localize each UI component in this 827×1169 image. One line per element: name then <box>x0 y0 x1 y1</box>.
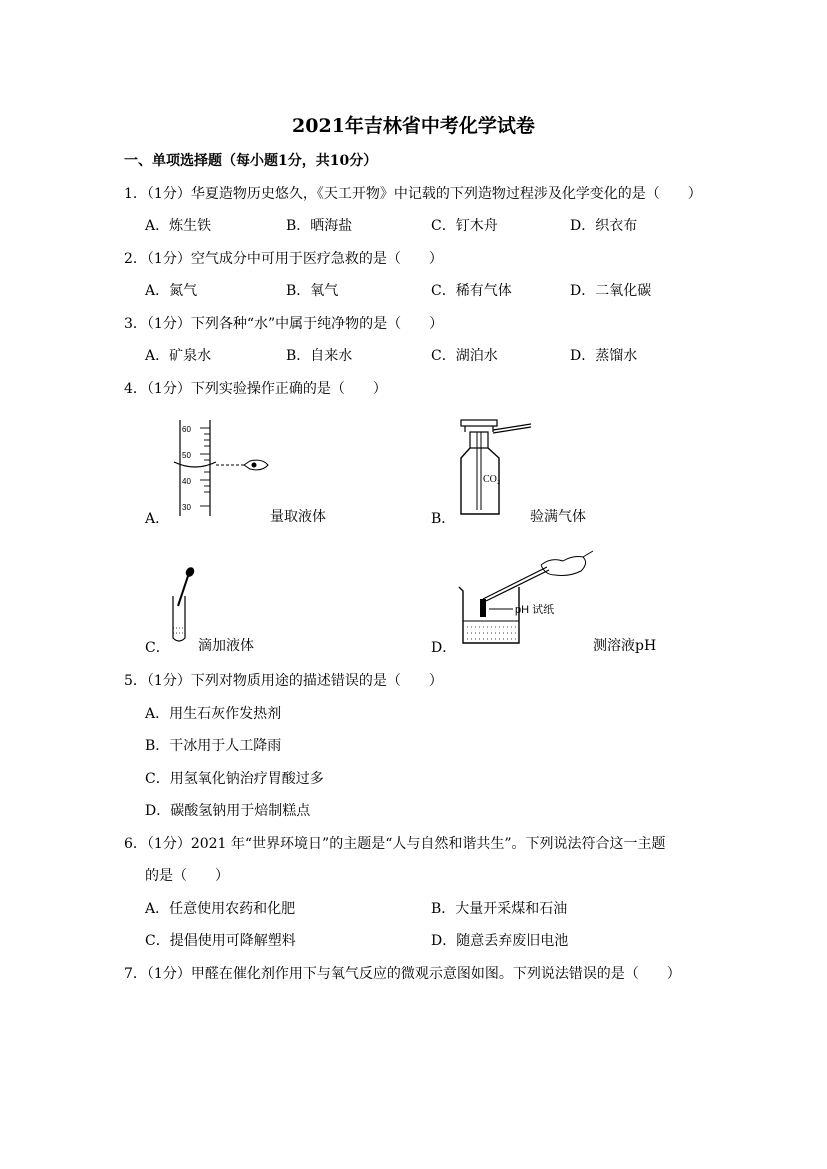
tick-label-50: 50 <box>182 451 191 460</box>
question-5-stem: 5．（1分）下列对物质用途的描述错误的是（ ） <box>124 673 443 689</box>
q4-option-b-caption: 验满气体 <box>530 509 586 525</box>
q6-option-b[interactable]: B．大量开采煤和石油 <box>431 901 568 917</box>
q4-option-a-letter[interactable]: A． <box>145 511 170 527</box>
q4-option-c-letter[interactable]: C． <box>145 640 170 656</box>
question-7-stem: 7．（1分）甲醛在催化剂作用下与氧气反应的微观示意图如图。下列说法错误的是（ ） <box>124 966 681 982</box>
q4-option-a-caption: 量取液体 <box>270 509 326 525</box>
tick-label-40: 40 <box>182 477 191 486</box>
q5-option-b[interactable]: B．干冰用于人工降雨 <box>145 738 282 754</box>
question-6-stem: 6．（1分）2021 年“世界环境日”的主题是“人与自然和谐共生”。下列说法符合这一主题 <box>124 836 666 852</box>
q4-option-d-caption: 测溶液pH <box>593 638 657 654</box>
q2-option-c[interactable]: C．稀有气体 <box>431 283 512 299</box>
question-6-stem-cont: 的是（ ） <box>145 868 229 884</box>
question-1-stem: 1．（1分）华夏造物历史悠久，《天工开物》中记载的下列造物过程涉及化学变化的是（ ） <box>124 186 702 202</box>
graduated-cylinder-figure <box>170 418 280 518</box>
question-3-stem: 3．（1分）下列各种“水”中属于纯净物的是（ ） <box>124 316 444 332</box>
co2-label: CO₂ <box>483 474 501 485</box>
ph-paper-label: pH 试纸 <box>515 604 555 616</box>
q5-option-d[interactable]: D．碳酸氢钠用于焙制糕点 <box>145 803 311 819</box>
question-4-stem: 4．（1分）下列实验操作正确的是（ ） <box>124 381 387 397</box>
q2-option-a[interactable]: A．氮气 <box>145 283 198 299</box>
q1-option-d[interactable]: D．织衣布 <box>570 218 638 234</box>
q1-option-a[interactable]: A．炼生铁 <box>145 218 212 234</box>
q3-option-c[interactable]: C．湖泊水 <box>431 348 498 364</box>
q6-option-d[interactable]: D．随意丢弃废旧电池 <box>431 933 569 949</box>
q2-option-b[interactable]: B．氧气 <box>286 283 339 299</box>
ph-beaker-figure <box>455 547 595 647</box>
tick-label-30: 30 <box>182 503 191 512</box>
q1-option-b[interactable]: B．晒海盐 <box>286 218 353 234</box>
q3-option-a[interactable]: A．矿泉水 <box>145 348 212 364</box>
q3-option-b[interactable]: B．自来水 <box>286 348 353 364</box>
q4-option-c-caption: 滴加液体 <box>198 638 254 654</box>
q5-option-a[interactable]: A．用生石灰作发热剂 <box>145 706 282 722</box>
q5-option-c[interactable]: C．用氢氧化钠治疗胃酸过多 <box>145 771 324 787</box>
test-tube-dropper-figure <box>166 566 196 646</box>
question-2-stem: 2．（1分）空气成分中可用于医疗急救的是（ ） <box>124 251 443 267</box>
page-title: 2021年吉林省中考化学试卷 <box>292 115 535 137</box>
q6-option-a[interactable]: A．任意使用农药和化肥 <box>145 901 296 917</box>
gas-bottle-figure <box>455 418 535 518</box>
tick-label-60: 60 <box>182 425 191 434</box>
q4-option-d-letter[interactable]: D． <box>431 640 457 656</box>
q2-option-d[interactable]: D．二氧化碳 <box>570 283 652 299</box>
q3-option-d[interactable]: D．蒸馏水 <box>570 348 638 364</box>
q4-option-b-letter[interactable]: B． <box>431 511 456 527</box>
q6-option-c[interactable]: C．提倡使用可降解塑料 <box>145 933 296 949</box>
section-heading: 一、单项选择题（每小题1分，共10分） <box>124 153 378 169</box>
q1-option-c[interactable]: C．钉木舟 <box>431 218 498 234</box>
